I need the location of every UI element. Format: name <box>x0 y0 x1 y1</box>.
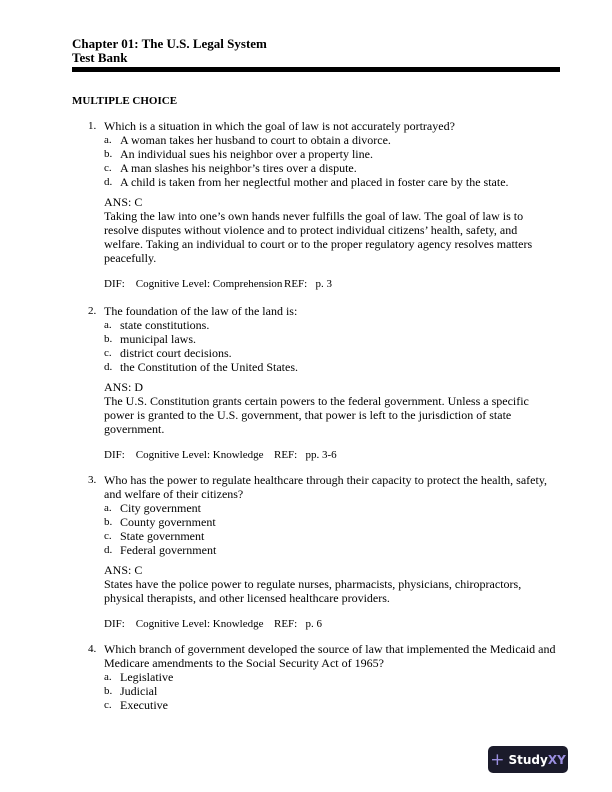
question-metadata <box>104 277 560 291</box>
option-letter: c. <box>104 347 112 359</box>
option-letter: a. <box>104 502 112 514</box>
chapter-title: Chapter 01: The U.S. Legal System <box>72 36 267 51</box>
answer-option <box>104 670 560 684</box>
option-text: Legislative <box>120 670 174 684</box>
page-reference: REF: pp. 3-6 <box>274 449 337 461</box>
logo-text-study: Study <box>508 752 548 767</box>
answer-option <box>104 698 560 712</box>
difficulty-level: DIF: Cognitive Level: Knowledge <box>104 618 264 630</box>
option-text: Executive <box>120 698 168 712</box>
answer-option <box>104 133 560 147</box>
option-letter: a. <box>104 134 112 146</box>
answer-rationale: The U.S. Constitution grants certain powers to the federal government. Unless a specific power is granted to the U.S. government, that power is left to the jurisdiction of state government. <box>104 394 529 436</box>
answer-key: ANS: C <box>104 195 143 209</box>
question-1 <box>88 119 560 291</box>
option-letter: b. <box>104 516 113 528</box>
option-letter: c. <box>104 530 112 542</box>
option-text: state constitutions. <box>120 318 210 332</box>
question-stem <box>88 119 560 133</box>
answer-key: ANS: C <box>104 563 143 577</box>
answer-option <box>104 501 560 515</box>
test-bank-label: Test Bank <box>72 50 128 65</box>
option-text: An individual sues his neighbor over a property line. <box>120 147 373 161</box>
option-letter: b. <box>104 685 113 697</box>
answer-option <box>104 318 560 332</box>
page-reference: REF: p. 3 <box>284 278 332 290</box>
option-letter: b. <box>104 148 113 160</box>
plus-icon: + <box>490 749 505 770</box>
question-text: Which is a situation in which the goal of law is not accurately portrayed? <box>104 119 455 133</box>
option-text: State government <box>120 529 205 543</box>
answer-option <box>104 332 560 346</box>
answer-option <box>104 515 560 529</box>
question-number: 2. <box>88 305 97 317</box>
option-text: County government <box>120 515 216 529</box>
answer-block <box>104 195 560 265</box>
question-2 <box>88 304 560 462</box>
answer-rationale: States have the police power to regulate nurses, pharmacists, physicians, chiropractors, physical therapists, and other licensed healthcare providers. <box>104 577 522 605</box>
option-letter: b. <box>104 333 113 345</box>
question-stem <box>88 642 560 670</box>
question-number: 4. <box>88 643 97 655</box>
section-heading: MULTIPLE CHOICE <box>72 95 178 107</box>
option-text: municipal laws. <box>120 332 196 346</box>
option-letter: d. <box>104 176 113 188</box>
question-number: 3. <box>88 474 97 486</box>
option-letter: a. <box>104 671 112 683</box>
option-text: A man slashes his neighbor’s tires over a dispute. <box>120 161 357 175</box>
answer-option <box>104 175 560 189</box>
header-divider <box>72 67 560 72</box>
document-header <box>72 37 267 65</box>
option-letter: d. <box>104 544 113 556</box>
answer-key: ANS: D <box>104 380 144 394</box>
answer-option <box>104 161 560 175</box>
option-text: City government <box>120 501 201 515</box>
question-text: Who has the power to regulate healthcare through their capacity to protect the health, safety, and welfare of their citizens? <box>104 473 548 501</box>
question-4 <box>88 642 560 712</box>
option-text: Judicial <box>120 684 158 698</box>
question-number: 1. <box>88 120 97 132</box>
option-letter: a. <box>104 319 112 331</box>
question-stem <box>88 304 560 318</box>
question-text: Which branch of government developed the source of law that implemented the Medicaid and Medicare amendments to the Social Security Act of 1965? <box>104 642 556 670</box>
option-letter: c. <box>104 162 112 174</box>
difficulty-level: DIF: Cognitive Level: Knowledge <box>104 449 264 461</box>
difficulty-level: DIF: Cognitive Level: Comprehension <box>104 278 283 290</box>
answer-option <box>104 147 560 161</box>
answer-option <box>104 684 560 698</box>
page-reference: REF: p. 6 <box>274 618 322 630</box>
question-text: The foundation of the law of the land is: <box>104 304 298 318</box>
option-text: the Constitution of the United States. <box>120 360 298 374</box>
option-text: Federal government <box>120 543 217 557</box>
option-text: A child is taken from her neglectful mother and placed in foster care by the state. <box>120 175 509 189</box>
option-letter: d. <box>104 361 113 373</box>
answer-option <box>104 543 560 557</box>
question-stem <box>88 473 560 501</box>
logo-text-xy: XY <box>547 752 566 767</box>
option-letter: c. <box>104 699 112 711</box>
option-text: district court decisions. <box>120 346 232 360</box>
answer-block <box>104 563 560 605</box>
answer-block <box>104 380 560 436</box>
question-metadata <box>104 448 560 462</box>
option-text: A woman takes her husband to court to obtain a divorce. <box>120 133 391 147</box>
answer-option <box>104 529 560 543</box>
answer-option <box>104 346 560 360</box>
answer-option <box>104 360 560 374</box>
question-3 <box>88 473 560 631</box>
question-metadata <box>104 617 560 631</box>
studyxy-logo[interactable] <box>488 746 568 773</box>
answer-rationale: Taking the law into one’s own hands never fulfills the goal of law. The goal of law is to resolve disputes without violence and to protect individual citizens’ health, safety, and welfare. Taking an individual to court or to the proper regulatory agency resolves matters peacefully. <box>104 209 533 265</box>
